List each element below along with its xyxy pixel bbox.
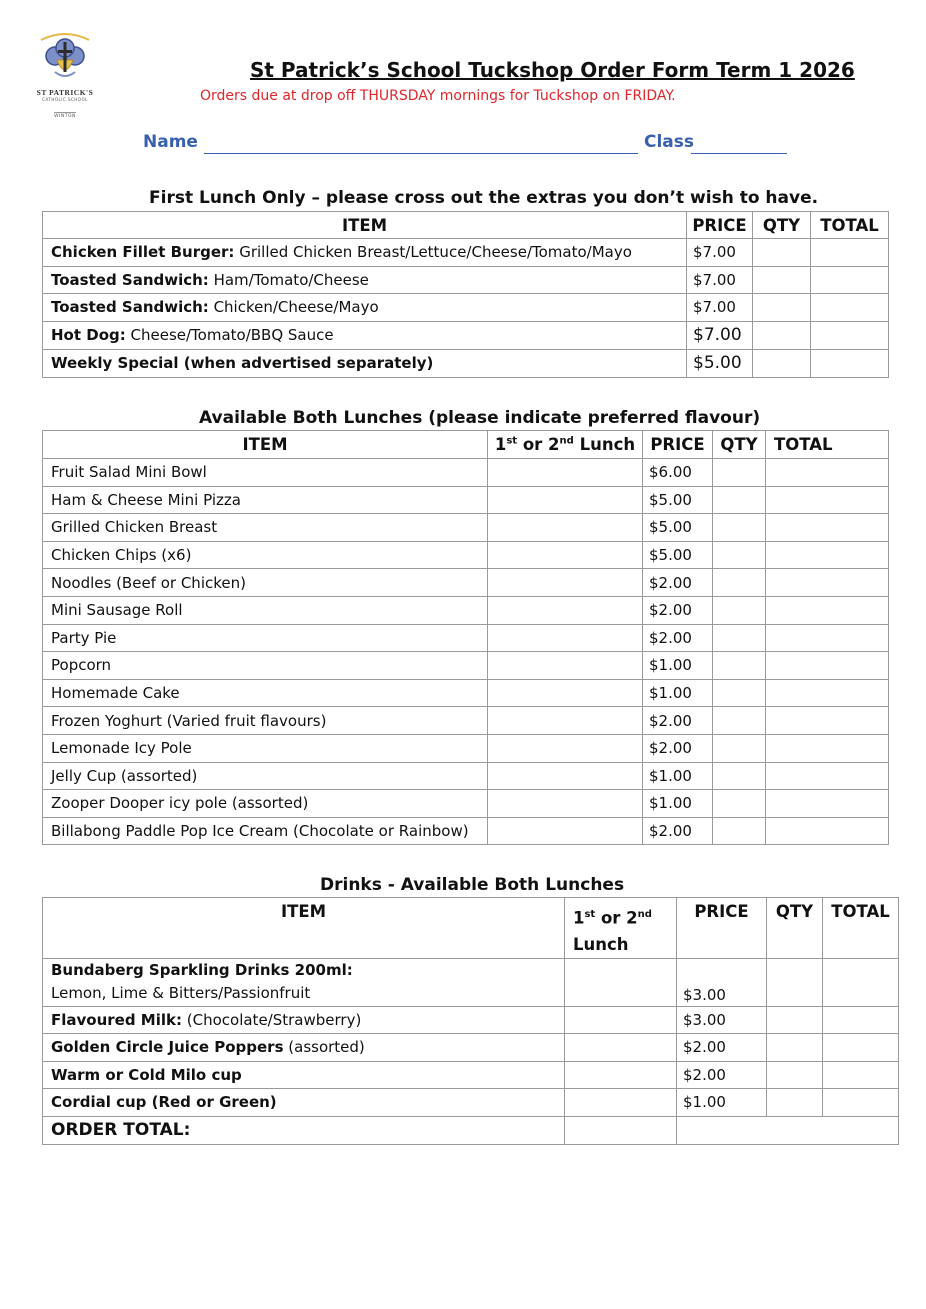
table-row [43,459,889,487]
total-cell[interactable] [766,817,889,845]
table-header-row [43,898,899,959]
total-cell[interactable] [766,596,889,624]
table-row [43,1061,899,1089]
item-cell: Chicken Chips (x6) [43,541,488,569]
table-row [43,762,889,790]
school-crest-icon [35,30,95,86]
total-cell[interactable] [811,294,889,322]
name-label: Name [143,132,198,152]
col-item: ITEM [43,212,687,239]
table-row [43,569,889,597]
col-lunch [488,431,643,459]
item-name: Golden Circle Juice Poppers [51,1038,284,1057]
col-qty: QTY [753,212,811,239]
drinks-title: Drinks - Available Both Lunches [320,875,625,895]
col-lunch [565,898,677,959]
item-name: Hot Dog: [51,326,126,344]
qty-cell[interactable] [753,321,811,349]
lunch-choice-cell[interactable] [488,817,643,845]
total-cell[interactable] [766,486,889,514]
price-cell: $1.00 [643,790,713,818]
price-cell: $2.00 [643,707,713,735]
table-row [43,1034,899,1062]
lunch-choice-cell[interactable] [488,541,643,569]
item-cell: Billabong Paddle Pop Ice Cream (Chocolate or Rainbow) [43,817,488,845]
item-cell: Mini Sausage Roll [43,596,488,624]
price-cell: $2.00 [643,734,713,762]
table-row [43,734,889,762]
qty-cell[interactable] [767,1089,823,1117]
lunch-choice-cell[interactable] [488,514,643,542]
drinks-table [42,897,899,1145]
qty-cell[interactable] [713,596,766,624]
table-row [43,1089,899,1117]
logo-school-type: CATHOLIC SCHOOL [42,97,88,102]
col-total: TOTAL [811,212,889,239]
lunch-choice-cell[interactable] [565,1089,677,1117]
total-cell[interactable] [823,1006,899,1034]
lunch-col-first: 1 [494,435,507,454]
item-cell: Jelly Cup (assorted) [43,762,488,790]
price-cell: $7.00 [687,321,753,349]
item-description: Grilled Chicken Breast/Lettuce/Cheese/Tomato/Mayo [234,243,632,262]
order-total-blank [565,1116,677,1144]
lunch-choice-cell[interactable] [488,707,643,735]
lunch-choice-cell[interactable] [565,958,677,1006]
total-cell[interactable] [811,321,889,349]
item-flavours: Lemon, Lime & Bitters/Passionfruit [51,984,311,1002]
price-cell: $7.00 [687,266,753,294]
qty-cell[interactable] [713,734,766,762]
price-cell: $1.00 [643,679,713,707]
lunch-col-mid: or 2 [595,908,638,928]
lunch-col-second-sup: nd [559,435,574,447]
price-cell: $1.00 [677,1089,767,1117]
table-row [43,624,889,652]
lunch-col-first-sup: st [506,435,518,447]
lunch-col-mid: or 2 [517,435,560,454]
table-row [43,652,889,680]
total-cell[interactable] [823,1089,899,1117]
table-header-row [43,431,889,459]
col-qty: QTY [767,898,823,959]
qty-cell[interactable] [713,624,766,652]
col-total: TOTAL [823,898,899,959]
qty-cell[interactable] [767,1034,823,1062]
table-row [43,596,889,624]
lunch-col-first-sup: st [584,909,596,920]
item-cell: Fruit Salad Mini Bowl [43,459,488,487]
both-lunches-table [42,430,889,845]
class-field[interactable] [691,153,787,154]
price-cell: $2.00 [643,569,713,597]
item-description: Cheese/Tomato/BBQ Sauce [125,326,334,344]
order-deadline-note: Orders due at drop off THURSDAY mornings for Tuckshop on FRIDAY. [200,88,676,104]
qty-cell[interactable] [753,266,811,294]
lunch-choice-cell[interactable] [488,624,643,652]
total-cell[interactable] [766,569,889,597]
table-row [43,266,889,294]
table-row [43,349,889,377]
qty-cell[interactable] [713,541,766,569]
both-lunches-title: Available Both Lunches (please indicate preferred flavour) [199,408,761,428]
price-cell: $5.00 [643,514,713,542]
qty-cell[interactable] [713,514,766,542]
total-cell[interactable] [823,1034,899,1062]
qty-cell[interactable] [713,486,766,514]
price-cell: $5.00 [643,541,713,569]
item-name: Cordial cup (Red or Green) [51,1093,277,1112]
lunch-choice-cell[interactable] [488,734,643,762]
item-cell: Frozen Yoghurt (Varied fruit flavours) [43,707,488,735]
total-cell[interactable] [823,1061,899,1089]
qty-cell[interactable] [753,349,811,377]
qty-cell[interactable] [713,762,766,790]
name-field[interactable] [204,153,638,154]
total-cell[interactable] [766,514,889,542]
lunch-choice-cell[interactable] [565,1034,677,1062]
item-name: Bundaberg Sparkling Drinks 200ml: [51,961,353,979]
table-row [43,541,889,569]
col-total: TOTAL [766,431,889,459]
order-total-label: ORDER TOTAL: [43,1116,565,1144]
table-row [43,817,889,845]
table-row [43,679,889,707]
total-cell[interactable] [766,734,889,762]
qty-cell[interactable] [767,1006,823,1034]
item-name: Flavoured Milk: [51,1010,182,1029]
price-cell: $6.00 [643,459,713,487]
total-cell[interactable] [766,790,889,818]
item-cell [43,958,565,1006]
total-cell[interactable] [766,679,889,707]
item-name: Toasted Sandwich: [51,270,209,289]
order-total-field[interactable] [677,1116,899,1144]
lunch-choice-cell[interactable] [565,1061,677,1089]
lunch-choice-cell[interactable] [488,679,643,707]
item-description: Chicken/Cheese/Mayo [208,298,379,317]
qty-cell[interactable] [713,679,766,707]
lunch-choice-cell[interactable] [565,1006,677,1034]
price-cell: $5.00 [687,349,753,377]
first-lunch-title: First Lunch Only – please cross out the extras you don’t wish to have. [149,188,819,208]
price-cell: $2.00 [643,596,713,624]
item-cell: Noodles (Beef or Chicken) [43,569,488,597]
logo-location: WINTON [54,114,76,119]
item-cell [43,321,687,349]
col-item: ITEM [43,898,565,959]
total-cell[interactable] [811,266,889,294]
table-row [43,239,889,267]
qty-cell[interactable] [767,958,823,1006]
item-description: (assorted) [283,1038,365,1057]
lunch-choice-cell[interactable] [488,486,643,514]
item-cell [43,1034,565,1062]
table-row [43,958,899,1006]
qty-cell[interactable] [713,652,766,680]
lunch-choice-cell[interactable] [488,569,643,597]
qty-cell[interactable] [767,1061,823,1089]
qty-cell[interactable] [713,459,766,487]
qty-cell[interactable] [713,790,766,818]
total-cell[interactable] [766,652,889,680]
school-logo [26,30,104,121]
item-cell: Popcorn [43,652,488,680]
table-row [43,294,889,322]
item-name: Chicken Fillet Burger: [51,243,235,262]
price-cell: $2.00 [677,1034,767,1062]
lunch-choice-cell[interactable] [488,596,643,624]
lunch-choice-cell[interactable] [488,790,643,818]
class-label: Class [644,132,695,152]
item-description: Ham/Tomato/Cheese [208,270,369,289]
table-row [43,321,889,349]
qty-cell[interactable] [713,817,766,845]
item-name: Toasted Sandwich: [51,298,209,317]
total-cell[interactable] [766,707,889,735]
price-cell: $2.00 [643,624,713,652]
item-cell: Homemade Cake [43,679,488,707]
item-cell [43,349,687,377]
col-item: ITEM [43,431,488,459]
table-header-row [43,212,889,239]
total-cell[interactable] [766,541,889,569]
price-cell: $1.00 [643,652,713,680]
price-cell: $3.00 [677,958,767,1006]
lunch-col-second-sup: nd [637,909,652,920]
lunch-col-end: Lunch [573,435,636,454]
price-cell: $7.00 [687,239,753,267]
lunch-choice-cell[interactable] [488,652,643,680]
total-cell[interactable] [766,624,889,652]
table-row [43,1006,899,1034]
item-cell [43,1089,565,1117]
total-cell[interactable] [811,349,889,377]
item-cell [43,1006,565,1034]
item-cell: Lemonade Icy Pole [43,734,488,762]
col-price: PRICE [677,898,767,959]
item-cell: Grilled Chicken Breast [43,514,488,542]
table-row [43,790,889,818]
total-cell[interactable] [823,958,899,1006]
item-name: Weekly Special (when advertised separately) [51,354,434,372]
price-cell: $5.00 [643,486,713,514]
total-cell[interactable] [766,762,889,790]
qty-cell[interactable] [753,294,811,322]
table-row [43,514,889,542]
total-cell[interactable] [766,459,889,487]
logo-school-name: ST PATRICK'S [36,88,94,97]
item-cell [43,1061,565,1089]
price-cell: $7.00 [687,294,753,322]
col-price: PRICE [687,212,753,239]
page-title: St Patrick’s School Tuckshop Order Form Term 1 2026 [250,58,855,82]
lunch-col-end: Lunch [573,934,629,954]
lunch-choice-cell[interactable] [488,762,643,790]
total-cell[interactable] [811,239,889,267]
item-description: (Chocolate/Strawberry) [182,1010,362,1029]
lunch-col-first: 1 [573,908,585,928]
item-cell [43,294,687,322]
price-cell: $3.00 [677,1006,767,1034]
item-cell [43,239,687,267]
col-qty: QTY [713,431,766,459]
lunch-choice-cell[interactable] [488,459,643,487]
price-cell: $2.00 [677,1061,767,1089]
item-cell: Ham & Cheese Mini Pizza [43,486,488,514]
item-cell: Zooper Dooper icy pole (assorted) [43,790,488,818]
item-name: Warm or Cold Milo cup [51,1065,242,1084]
price-cell: $1.00 [643,762,713,790]
qty-cell[interactable] [753,239,811,267]
col-price: PRICE [643,431,713,459]
price-cell: $2.00 [643,817,713,845]
item-cell [43,266,687,294]
order-total-row [43,1116,899,1144]
qty-cell[interactable] [713,569,766,597]
table-row [43,486,889,514]
item-cell: Party Pie [43,624,488,652]
qty-cell[interactable] [713,707,766,735]
first-lunch-table [42,211,889,378]
table-row [43,707,889,735]
